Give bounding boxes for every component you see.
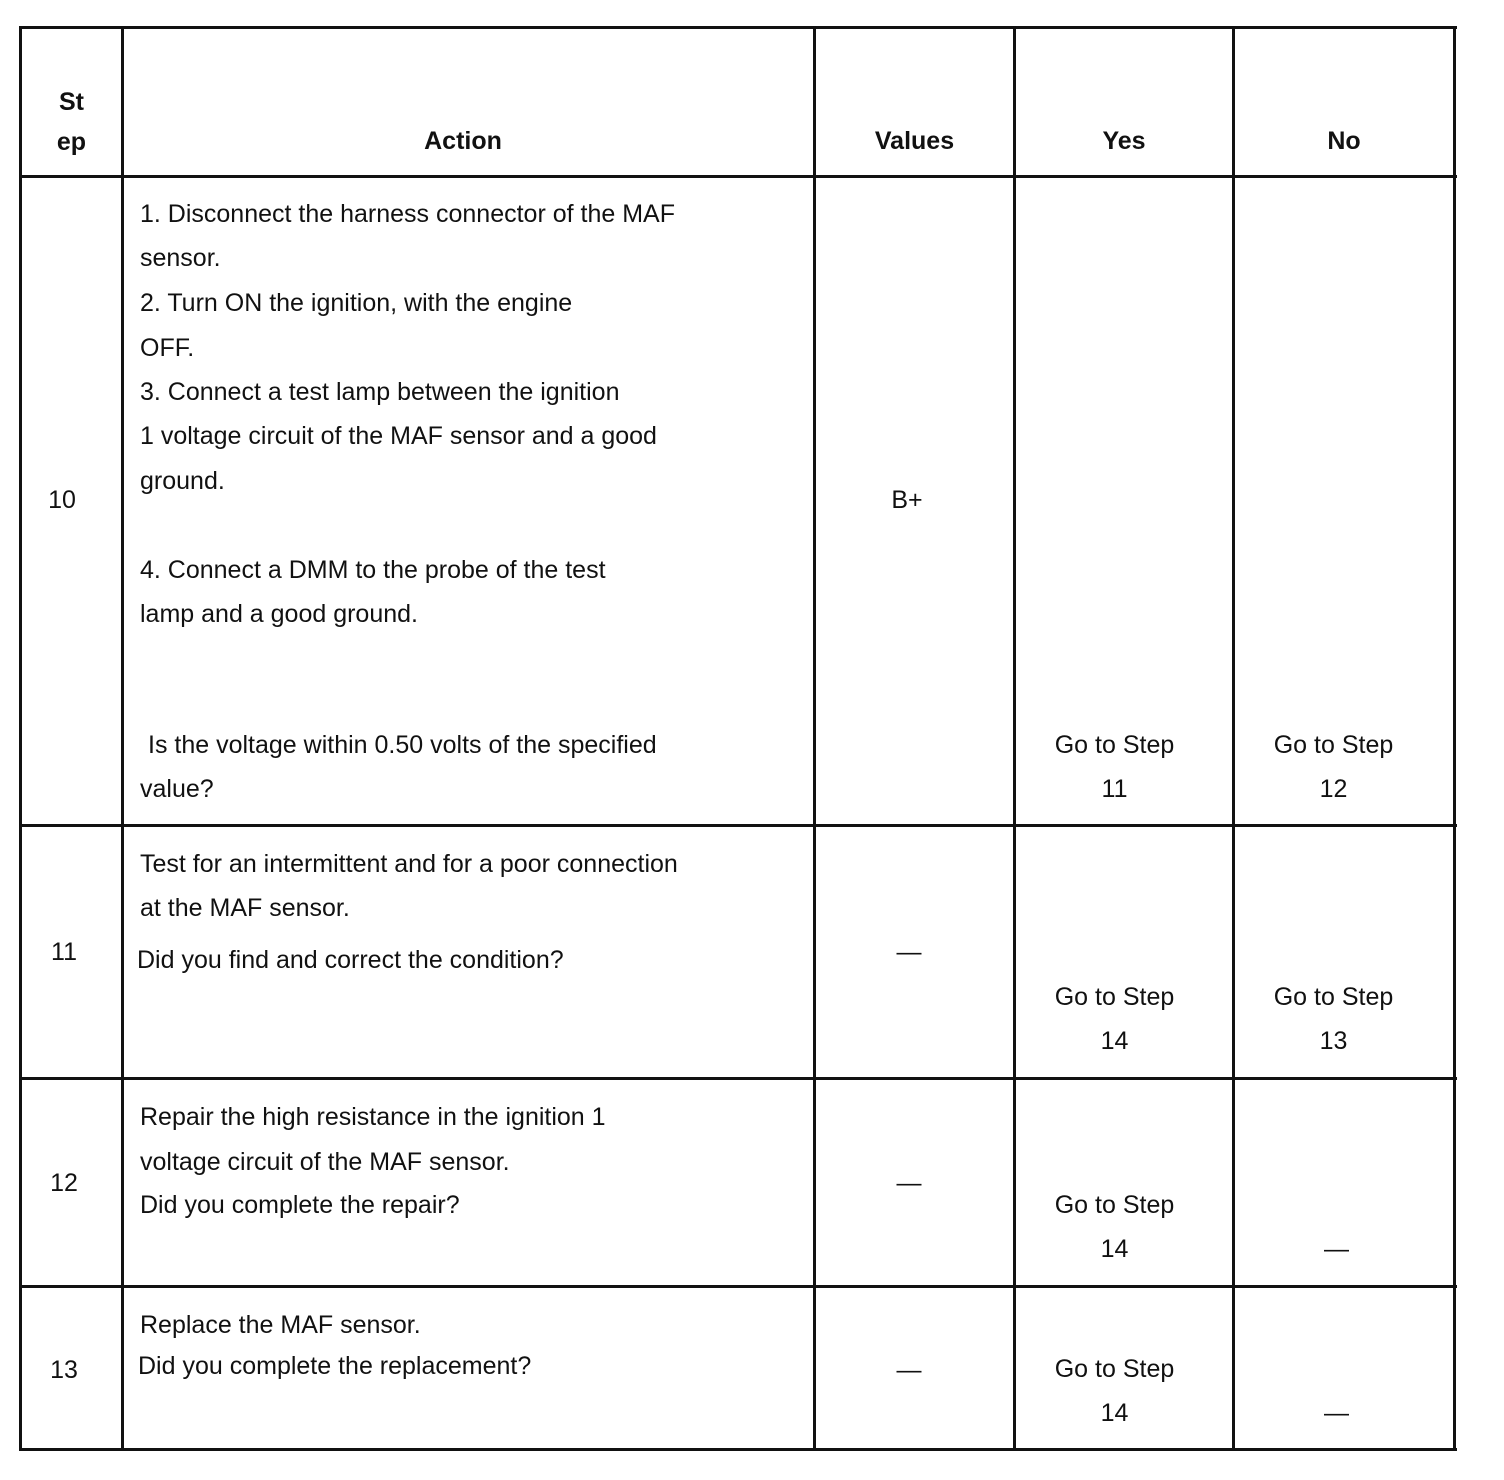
value-cell: — [896,938,922,966]
action-line: 2. Turn ON the ignition, with the engine [140,289,573,317]
value-cell: — [896,1169,922,1197]
no-cell: Go to Step 12 [1273,731,1394,803]
action-line: 1 voltage circuit of the MAF sensor and a good [140,422,657,450]
row-divider [19,1077,1457,1080]
row-divider [19,1285,1457,1288]
action-line: sensor. [140,244,221,272]
action-line: 4. Connect a DMM to the probe of the test [140,556,606,584]
action-line: 1. Disconnect the harness connector of the MAF [140,200,675,228]
action-line: Repair the high resistance in the ignition 1 [140,1103,606,1131]
value-cell: B+ [891,486,923,514]
yes-cell: Go to Step 14 [1054,1191,1175,1263]
no-cell: — [1324,1399,1349,1427]
step-number: 13 [50,1356,78,1384]
table-border-left [19,26,22,1451]
action-line: lamp and a good ground. [140,600,418,628]
no-cell: Go to Step 13 [1273,983,1394,1055]
value-cell: — [896,1356,922,1384]
column-divider [121,26,124,1451]
no-cell: — [1324,1235,1349,1263]
action-line: at the MAF sensor. [140,894,350,922]
yes-cell: Go to Step 11 [1054,731,1175,803]
question-line: Did you complete the replacement? [138,1352,532,1380]
action-line: Replace the MAF sensor. [140,1311,421,1339]
step-number: 10 [48,486,76,514]
row-divider [19,824,1457,827]
table-border-bottom [19,1448,1457,1451]
yes-cell: Go to Step 14 [1054,983,1175,1055]
action-line: 3. Connect a test lamp between the ignition [140,378,620,406]
header-divider [19,175,1457,178]
action-line: OFF. [140,334,195,362]
step-number: 11 [51,938,77,966]
question-line: Is the voltage within 0.50 volts of the specified [148,731,657,759]
table-border-right [1453,26,1456,1451]
header-no: No [1327,127,1361,155]
action-line: ground. [140,467,225,495]
question-line: Did you find and correct the condition? [137,946,564,974]
column-divider [813,26,816,1451]
yes-cell: Go to Step 14 [1054,1355,1175,1427]
step-number: 12 [50,1169,78,1197]
header-action: Action [424,127,502,155]
header-step: St ep [56,88,87,156]
question-line: value? [140,775,214,803]
header-values: Values [874,127,955,155]
header-yes: Yes [1102,127,1146,155]
action-line: Test for an intermittent and for a poor connection [140,850,678,878]
action-line: voltage circuit of the MAF sensor. [140,1148,510,1176]
question-line: Did you complete the repair? [140,1191,460,1219]
table-border-top [19,26,1457,29]
